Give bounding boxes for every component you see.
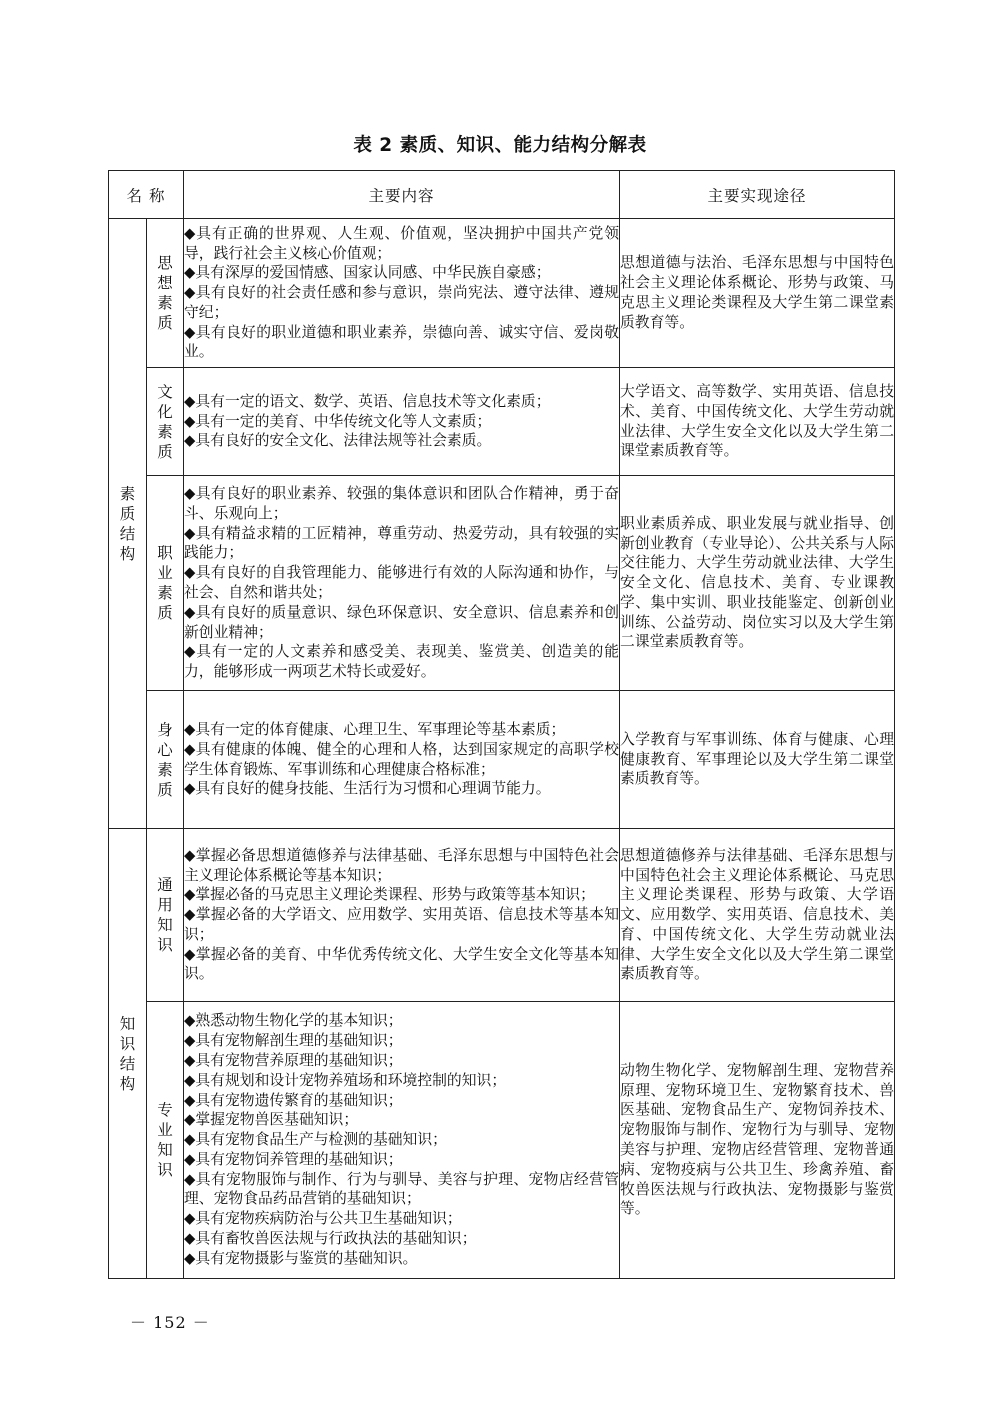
subcategory-cell <box>147 829 184 1002</box>
subcategory-cell <box>147 691 184 829</box>
subcategory-cell <box>147 1002 184 1279</box>
subcategory-label: 身心素质 <box>157 720 173 799</box>
category-label: 知识结构 <box>119 1014 136 1093</box>
subcategory-label: 专业知识 <box>157 1101 173 1179</box>
subcategory-label: 文化素质 <box>157 382 173 461</box>
content-item: ◆具有宠物营养原理的基础知识； <box>184 1051 403 1069</box>
content-cell <box>184 691 620 829</box>
content-item: ◆具有精益求精的工匠精神，尊重劳动、热爱劳动，具有较强的实践能力； <box>184 524 619 562</box>
table-row <box>109 368 895 476</box>
content-item: ◆具有一定的体育健康、心理卫生、军事理论等基本素质； <box>184 720 566 738</box>
content-item: ◆掌握必备的马克思主义理论类课程、形势与政策等基本知识； <box>184 886 595 904</box>
content-item: ◆掌握宠物兽医基础知识； <box>184 1111 359 1129</box>
content-item: ◆具有规划和设计宠物养殖场和环境控制的知识； <box>184 1071 507 1089</box>
table-row <box>109 691 895 829</box>
route-cell: 思想道德修养与法律基础、毛泽东思想与中国特色社会主义理论体系概论、马克思主义理论类课程、形势与政策、大学语文、应用数学、实用英语、信息技术、美育、中国传统文化、大学生劳动就业法律、大学生安全文化以及大学生第二课堂素质教育等。 <box>620 829 895 1002</box>
subcategory-label: 通用知识 <box>157 876 173 954</box>
content-item: ◆具有良好的安全文化、法律法规等社会素质。 <box>184 432 492 450</box>
content-item: ◆掌握必备的美育、中华优秀传统文化、大学生安全文化等基本知识。 <box>184 945 619 983</box>
header-row <box>109 171 895 219</box>
page-number: － 152 － <box>130 1313 210 1332</box>
content-item: ◆具有正确的世界观、人生观、价值观，坚决拥护中国共产党领导，践行社会主义核心价值观； <box>184 224 619 262</box>
content-item: ◆具有良好的自我管理能力、能够进行有效的人际沟通和协作，与社会、自然和谐共处； <box>184 564 619 601</box>
content-item: ◆具有一定的人文素养和感受美、表现美、鉴赏美、创造美的能力，能够形成一两项艺术特长或爱好。 <box>184 643 619 681</box>
table-title: 表 2 素质、知识、能力结构分解表 <box>353 135 647 156</box>
content-item: ◆具有畜牧兽医法规与行政执法的基础知识； <box>184 1230 477 1248</box>
subcategory-label: 思想素质 <box>157 254 173 332</box>
subcategory-cell <box>147 476 184 691</box>
content-item: ◆具有良好的质量意识、绿色环保意识、安全意识、信息素养和创新创业精神； <box>184 603 619 641</box>
route-cell: 职业素质养成、职业发展与就业指导、创新创业教育（专业导论）、公共关系与人际交往能力、大学生劳动就业法律、大学生安全文化、信息技术、美育、专业课教学、集中实训、职业技能鉴定、创新创业训练、公益劳动、岗位实习以及大学生第二课堂素质教育等。 <box>620 476 895 691</box>
content-item: ◆具有宠物服饰与制作、行为与驯导、美容与护理、宠物店经营管理、宠物食品药品营销的基础知识； <box>184 1170 619 1208</box>
header-content: 主要内容 <box>184 171 620 219</box>
header-name: 名 称 <box>109 171 184 219</box>
content-item: ◆具有宠物疾病防治与公共卫生基础知识； <box>184 1210 462 1228</box>
content-item: ◆具有宠物遗传繁育的基础知识； <box>184 1091 403 1109</box>
subcategory-cell <box>147 219 184 368</box>
content-item: ◆具有良好的职业素养、较强的集体意识和团队合作精神，勇于奋斗、乐观向上； <box>184 485 619 522</box>
content-item: ◆熟悉动物生物化学的基本知识； <box>184 1012 403 1030</box>
content-cell <box>184 219 620 368</box>
content-item: ◆具有一定的语文、数学、英语、信息技术等文化素质； <box>184 392 551 410</box>
header-route: 主要实现途径 <box>620 171 895 219</box>
content-item: ◆具有宠物摄影与鉴赏的基础知识。 <box>184 1249 418 1267</box>
route-cell: 大学语文、高等数学、实用英语、信息技术、美育、中国传统文化、大学生劳动就业法律、大学生安全文化以及大学生第二课堂素质教育等。 <box>620 368 895 476</box>
category-cell <box>109 219 147 829</box>
content-cell <box>184 1002 620 1279</box>
content-item: ◆掌握必备思想道德修养与法律基础、毛泽东思想与中国特色社会主义理论体系概论等基本知识； <box>184 846 619 884</box>
content-item: ◆具有一定的美育、中华传统文化等人文素质； <box>184 412 492 430</box>
content-item: ◆具有良好的职业道德和职业素养，崇德向善、诚实守信、爱岗敬业。 <box>184 323 619 361</box>
table-row <box>109 1002 895 1279</box>
content-cell <box>184 829 620 1002</box>
route-cell: 思想道德与法治、毛泽东思想与中国特色社会主义理论体系概论、形势与政策、马克思主义理论类课程及大学生第二课堂素质教育等。 <box>620 219 895 368</box>
subcategory-cell <box>147 368 184 476</box>
content-cell <box>184 368 620 476</box>
content-item: ◆具有深厚的爱国情感、国家认同感、中华民族自豪感； <box>184 264 551 282</box>
subcategory-label: 职业素质 <box>157 544 173 622</box>
content-item: ◆具有宠物解剖生理的基础知识； <box>184 1032 403 1050</box>
content-cell <box>184 476 620 691</box>
route-cell: 入学教育与军事训练、体育与健康、心理健康教育、军事理论以及大学生第二课堂素质教育等。 <box>620 691 895 829</box>
content-item: ◆具有宠物饲养管理的基础知识； <box>184 1150 403 1168</box>
content-item: ◆具有良好的社会责任感和参与意识，崇尚宪法、遵守法律、遵规守纪； <box>184 284 619 321</box>
table-row <box>109 476 895 691</box>
structure-table <box>108 170 895 1279</box>
content-item: ◆具有宠物食品生产与检测的基础知识； <box>184 1131 447 1149</box>
category-cell <box>109 829 147 1279</box>
content-item: ◆具有良好的健身技能、生活行为习惯和心理调节能力。 <box>184 780 551 798</box>
route-cell: 动物生物化学、宠物解剖生理、宠物营养原理、宠物环境卫生、宠物繁育技术、兽医基础、宠物食品生产、宠物饲养技术、宠物服饰与制作、宠物行为与驯导、宠物美容与护理、宠物店经营管理、宠物普通病、宠物疫病与公共卫生、珍禽养殖、畜牧兽医法规与行政执法、宠物摄影与鉴赏等。 <box>620 1002 895 1279</box>
category-label: 素质结构 <box>119 484 136 563</box>
table-row <box>109 219 895 368</box>
content-item: ◆掌握必备的大学语文、应用数学、实用英语、信息技术等基本知识； <box>184 906 619 943</box>
content-item: ◆具有健康的体魄、健全的心理和人格，达到国家规定的高职学校学生体育锻炼、军事训练和心理健康合格标准； <box>184 740 619 778</box>
table-row <box>109 829 895 1002</box>
